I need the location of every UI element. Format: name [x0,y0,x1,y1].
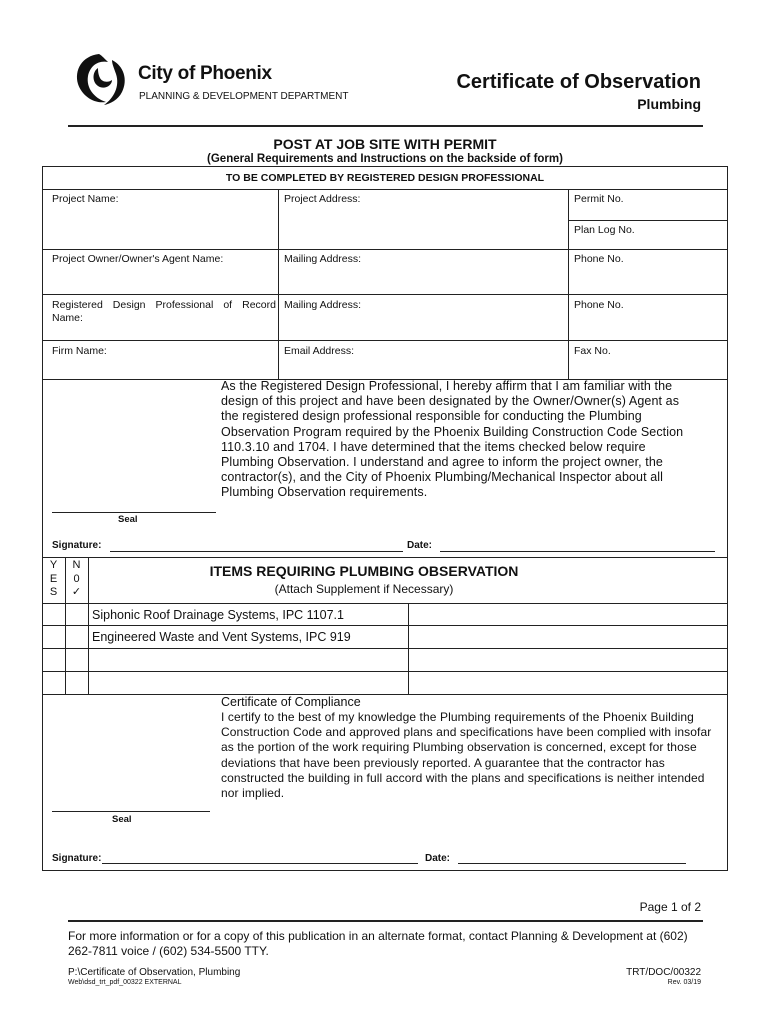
project-address-field[interactable]: Project Address: [284,193,361,205]
yes-checkbox-2[interactable] [43,626,64,647]
project-name-field[interactable]: Project Name: [52,193,119,205]
page-subtitle: Plumbing [637,96,701,112]
items-attach-note: (Attach Supplement if Necessary) [274,582,454,596]
item-row-1: Siphonic Roof Drainage Systems, IPC 1107.1 [92,608,344,622]
compliance-heading: Certificate of Compliance [221,695,361,709]
revision: Rev. 03/19 [667,979,701,986]
instructions-note: (General Requirements and Instructions on the backside of form) [207,153,563,165]
date-label-2: Date: [425,853,451,864]
compliance-text: I certify to the best of my knowledge the Plumbing requirements of the Phoenix Building Construction Code and approved plans and specifications have been complied with insofar as the portion of the work requiring Plumbing observation is concerned, except for those deviations that have been previously reported. A guarantee that the contractor has constructed the building in full accord with the plans and specifications is neither intended nor implied. [221,710,712,801]
signature-line-2[interactable] [102,863,418,864]
date-label: Date: [407,540,433,551]
yes-checkbox-3[interactable] [43,649,64,670]
date-line-2[interactable] [458,863,686,864]
seal-label-2: Seal [112,814,132,825]
yes-column-header: Y E S [49,559,58,598]
no-checkbox-4[interactable] [66,672,87,693]
post-notice: POST AT JOB SITE WITH PERMIT [273,136,497,152]
seal-line-2 [52,811,210,812]
no-column-header: N 0 ✓ [71,559,82,598]
phoenix-logo-icon [68,50,130,108]
firm-name-field[interactable]: Firm Name: [52,345,107,357]
file-path: P:\Certificate of Observation, Plumbing [68,967,241,978]
doc-code: TRT/DOC/00322 [626,967,701,978]
mailing-address-field-2[interactable]: Mailing Address: [284,299,362,311]
phone-field-2[interactable]: Phone No. [574,299,624,311]
yes-checkbox-4[interactable] [43,672,64,693]
no-checkbox-3[interactable] [66,649,87,670]
department-name: PLANNING & DEVELOPMENT DEPARTMENT [139,91,349,102]
owner-agent-field[interactable]: Project Owner/Owner's Agent Name: [52,253,224,265]
no-checkbox-1[interactable] [66,604,87,624]
signature-label-2: Signature: [52,853,102,864]
web-path: Web\dsd_trt_pdf_00322 EXTERNAL [68,979,182,986]
org-name: City of Phoenix [138,63,272,84]
plan-log-no-field[interactable]: Plan Log No. [574,224,635,236]
footer-info: For more information or for a copy of this publication in an alternate format, contact Planning & Development at (602) 262-7811 voice / (602) 534-5500 TTY. [68,929,688,958]
section-header: TO BE COMPLETED BY REGISTERED DESIGN PROFESSIONAL [225,172,545,184]
rdp-name-field[interactable]: Registered Design Professional of Record Name: [52,299,276,324]
page-number: Page 1 of 2 [639,900,701,914]
email-field[interactable]: Email Address: [284,345,355,357]
fax-field[interactable]: Fax No. [574,345,611,357]
mailing-address-field-1[interactable]: Mailing Address: [284,253,362,265]
phone-field-1[interactable]: Phone No. [574,253,624,265]
date-line[interactable] [440,551,715,552]
permit-no-field[interactable]: Permit No. [574,193,624,205]
seal-line [52,512,216,513]
signature-label: Signature: [52,540,102,551]
signature-line[interactable] [110,551,403,552]
header-rule [68,125,703,127]
yes-checkbox-1[interactable] [43,604,64,624]
footer-rule [68,920,703,922]
items-title: ITEMS REQUIRING PLUMBING OBSERVATION [209,563,519,579]
item-row-3[interactable] [92,652,406,668]
item-row-2: Engineered Waste and Vent Systems, IPC 919 [92,630,351,644]
affirmation-text: As the Registered Design Professional, I hereby affirm that I am familiar with the design of this project and have been designated by the Owner/Owner(s) Agent as the registered design professional responsible for conducting the Plumbing Observation Program required by the Phoenix Building Construction Code Section 110.3.10 and 1704. I have determined that the items checked below require Plumbing Observation. I understand and agree to inform the project owner, the contractor(s), and the City of Phoenix Plumbing/Mechanical Inspector about all Plumbing Observation requirements. [221,379,684,500]
item-row-4[interactable] [92,675,406,691]
seal-label: Seal [118,514,138,525]
page-title: Certificate of Observation [456,71,701,93]
no-checkbox-2[interactable] [66,626,87,647]
